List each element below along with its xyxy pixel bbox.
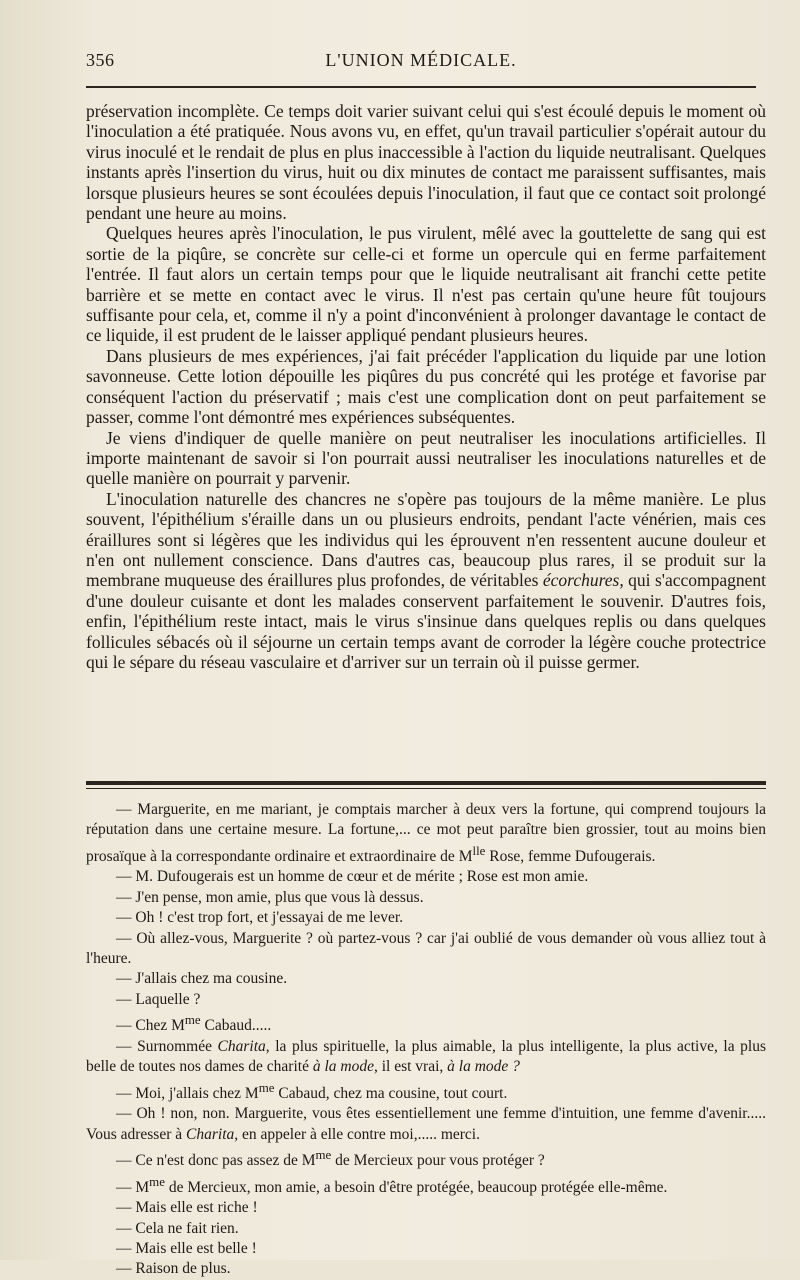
dialogue-line: — J'en pense, mon amie, plus que vous là dessus.	[116, 888, 424, 906]
dialogue-line: — Mais elle est belle !	[116, 1239, 257, 1257]
dialogue-line	[86, 1145, 766, 1172]
dialogue-line: — Laquelle ?	[116, 990, 201, 1008]
page-header	[86, 50, 756, 80]
dialogue-line: — M. Dufougerais est un homme de cœur et de mérite ; Rose est mon amie.	[116, 868, 589, 886]
text: — M	[116, 1178, 150, 1196]
text: — Ce n'est donc pas assez de M	[116, 1152, 316, 1170]
paragraph-text: L'inoculation naturelle des chancres ne s'opère pas toujours de la même manière. Le plus souvent, l'épithélium s'éraille dans un ou plusieurs endroits, pendant l'acte vénérien, mais ces éraillures sont si légères que les individus qui les éprouvent n'en ressentent aucune douleur et n'en ont nullement conscience. Dans d'autres cas, beaucoup plus rares, il se produit sur la membrane muqueuse des éraillures plus profondes, de véritables	[86, 488, 766, 591]
dialogue-line: — Cela ne fait rien.	[116, 1219, 239, 1237]
text: Cabaud, chez ma cousine, tout court.	[274, 1084, 508, 1102]
text: — Marguerite, en me mariant, je comptais marcher à deux vers la fortune, qui comprend toujours la réputation dans une certaine mesure. La fortune,... ce mot peut paraître bien grossier, tout au moins bien prosaïque à la correspondante ordinaire et extraordinaire de M	[86, 801, 766, 865]
text: , il est vrai,	[373, 1058, 448, 1076]
paragraph-text: qui s'accompagnent d'une douleur cuisante et dont les malades conservent parfaitement le souvenir. D'autres fois, enfin, l'épithélium reste intact, mais le virus s'insinue dans quelques replis ou dans quelques follicules sébacés où il séjourne un certain temps avant de corroder la légère couche protectrice qui le sépare du réseau vasculaire et d'arriver sur un terrain où il puisse germer.	[86, 570, 767, 672]
superscript: lle	[472, 842, 486, 858]
paragraph: préservation incomplète. Ce temps doit varier suivant celui qui s'est écoulé depuis le moment où l'inoculation a été pratiquée. Nous avons vu, en effet, qu'un travail particulier s'opérait autour du virus inoculé et le rendait de plus en plus inaccessible à l'action du liquide neutralisant. Quelques instants après l'insertion du virus, huit ou dix minutes de contact me paraissent suffisantes, mais lorsque plusieurs heures se sont écoulées depuis l'inoculation, il faut que ce contact soit prolongé pendant une heure au moins.	[86, 101, 766, 224]
dialogue-line	[86, 1010, 766, 1037]
dialogue-line: — Où allez-vous, Marguerite ? où partez-vous ? car j'ai oublié de vous demander où vous alliez tout à l'heure.	[86, 929, 766, 967]
page-number: 356	[86, 50, 115, 70]
text: — Moi, j'allais chez M	[116, 1084, 259, 1102]
dialogue-line	[86, 1078, 766, 1105]
text: de Mercieux, mon amie, a besoin d'être protégée, beaucoup protégée elle-même.	[164, 1178, 668, 1196]
dialogue-line	[86, 1172, 766, 1199]
dialogue-line: — J'allais chez ma cousine.	[116, 970, 288, 988]
text: Rose, femme Dufougerais.	[485, 847, 656, 865]
dialogue-line: — Mais elle est riche !	[116, 1199, 258, 1217]
main-text	[86, 101, 766, 672]
text: — Surnommée	[116, 1037, 218, 1055]
running-title: L'UNION MÉDICALE.	[325, 50, 517, 70]
italic-text: Charita	[186, 1125, 235, 1143]
feuilleton-text	[86, 800, 766, 1280]
feuilleton-separator	[86, 781, 766, 789]
italic-text: à la mode	[312, 1058, 374, 1076]
paragraph: Dans plusieurs de mes expériences, j'ai fait précéder l'application du liquide par une lotion savonneuse. Cette lotion dépouille les piqûres du pus concrété qui les protége et favorise par conséquent l'action du préservatif ; mais c'est une complication dont on peut parfaitement se passer, comme l'ont démontré mes expériences subséquentes.	[86, 345, 766, 428]
superscript: me	[184, 1012, 201, 1028]
dialogue-line: — Oh ! c'est trop fort, et j'essayai de me lever.	[116, 909, 404, 927]
header-rule	[86, 86, 756, 88]
dialogue-line	[86, 800, 766, 867]
dialogue-line	[86, 1104, 766, 1145]
dialogue-line: — Raison de plus.	[116, 1260, 231, 1278]
italic-text: Charita	[217, 1037, 266, 1055]
dialogue-line	[86, 1037, 766, 1078]
paragraph	[86, 489, 766, 673]
paragraph: Je viens d'indiquer de quelle manière on peut neutraliser les inoculations artificielles. Il importe maintenant de savoir si l'on pourrait aussi neutraliser les inoculations naturelles et de quelle manière on pourrait y parvenir.	[86, 427, 766, 489]
text: , la plus spirituelle, la plus aimable, la plus intelligente, la plus active, la plus belle de toutes nos dames de charité	[86, 1037, 766, 1076]
text: — Chez M	[116, 1017, 185, 1035]
text: — Oh ! non, non. Marguerite, vous êtes essentiellement une femme d'intuition, une femme d'avenir..... Vous adresser à	[86, 1105, 766, 1143]
text: de Mercieux pour vous protéger ?	[331, 1152, 545, 1170]
superscript: me	[258, 1079, 275, 1095]
italic-text: à la mode ?	[447, 1058, 520, 1076]
superscript: me	[149, 1173, 165, 1189]
paragraph: Quelques heures après l'inoculation, le pus virulent, mêlé avec la gouttelette de sang qui est sortie de la piqûre, se concrète sur celle-ci et forme un opercule qui en ferme parfaitement l'entrée. Il faut alors un certain temps pour que le liquide neutralisant ait franchi cette petite barrière et se mette en contact avec le virus. Il n'est pas certain qu'une heure fût toujours suffisante pour cela, et, comme il n'y a point d'inconvénient à prolonger davantage le contact de ce liquide, il est prudent de le laisser appliqué pendant plusieurs heures.	[86, 223, 766, 346]
superscript: me	[315, 1146, 332, 1162]
italic-text: écorchures,	[542, 570, 624, 591]
text: Cabaud.....	[200, 1017, 272, 1035]
text: , en appeler à elle contre moi,..... merci.	[234, 1125, 480, 1143]
